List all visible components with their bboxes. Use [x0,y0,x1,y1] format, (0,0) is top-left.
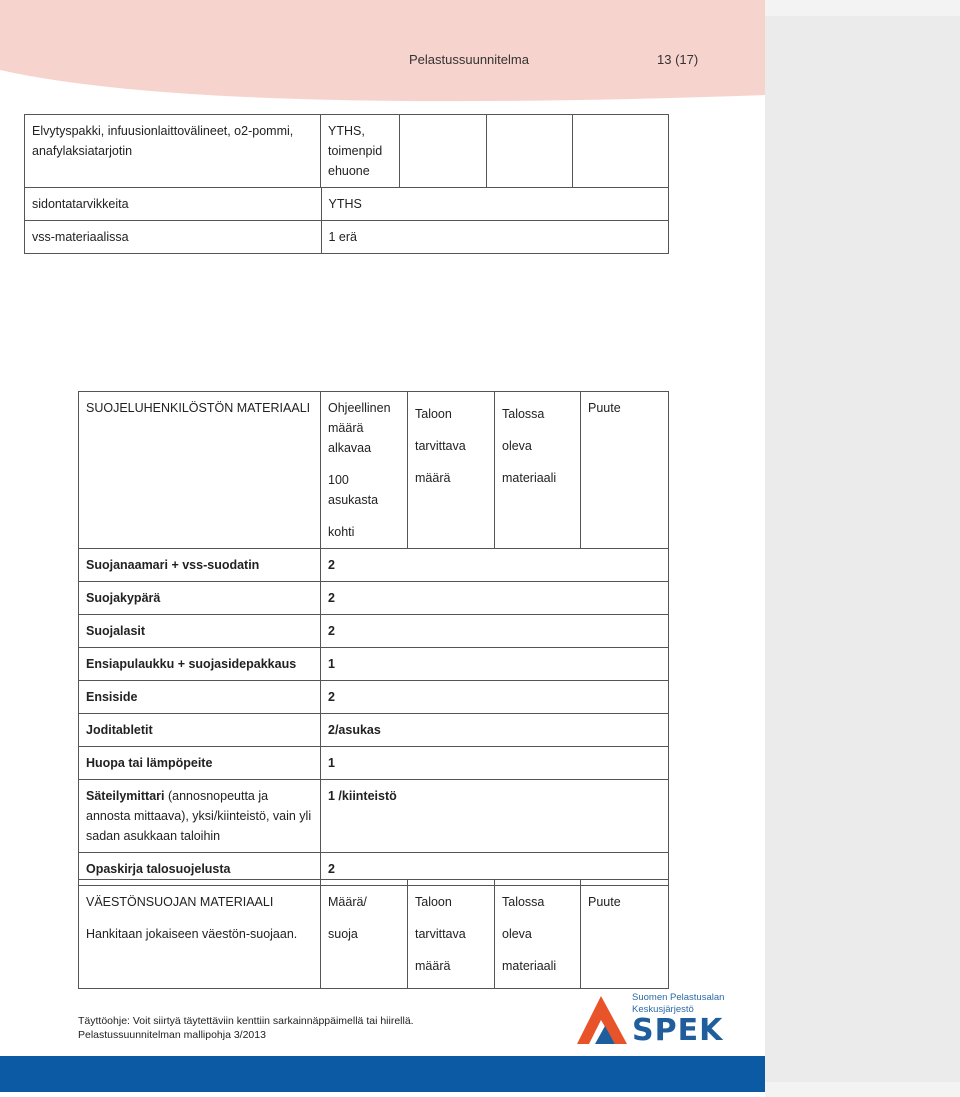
column-header-required: Ohjeellinen määrä alkavaa 100 asukasta kohti [321,392,408,549]
qty-cell: 2 [321,549,669,582]
qty-cell: 1 [321,747,669,780]
table-row [25,115,669,188]
item-cell: Säteilymittari (annosnopeutta ja annosta mittaava), yksi/kiinteistö, vain yli sadan asukkaan taloihin [79,780,321,853]
qty-cell: 1 /kiinteistö [321,780,669,853]
item-cell: vss-materiaalissa 1 erä [25,221,669,254]
table-row [79,648,669,681]
item-cell: Joditabletit [79,714,321,747]
table-row [79,681,669,714]
input-cell[interactable] [573,115,669,188]
header-decoration [0,0,765,115]
item-cell: sidontatarvikkeita YTHS [25,188,669,221]
fill-instructions: Täyttöohje: Voit siirtyä täytettäviin kenttiin sarkainnäppäimellä tai hiirellä. [78,1015,414,1027]
table-row [79,747,669,780]
column-header-required: Määrä/ suoja [321,880,408,989]
shelter-material-table [78,879,669,989]
column-header-needed: Taloon tarvittava määrä [408,392,495,549]
footer-bar [0,1056,765,1092]
protection-staff-material-table [78,391,669,886]
page-number: 13 (17) [657,52,699,67]
input-cell[interactable] [400,115,487,188]
qty-cell: 2/asukas [321,714,669,747]
column-header-missing: Puute [581,392,669,549]
first-aid-table [24,114,669,254]
qty-cell: 2 [321,582,669,615]
column-header-material: VÄESTÖNSUOJAN MATERIAALI Hankitaan jokaiseen väestön-suojaan. [79,880,321,989]
table-row [79,714,669,747]
template-version: Pelastussuunnitelman mallipohja 3/2013 [78,1029,266,1041]
side-panel [765,16,960,1082]
item-cell: Opaskirja talosuojelusta [79,853,321,886]
table-row [79,582,669,615]
place-cell: YTHS, toimenpid ehuone [321,115,400,188]
column-header-missing: Puute [581,880,669,989]
column-header-existing: Talossa oleva materiaali [495,880,581,989]
logo-wordmark: SPEK [632,1013,724,1048]
table-header-row [79,392,669,549]
qty-cell: 2 [321,853,669,886]
table-row [25,221,669,254]
qty-cell: 2 [321,681,669,714]
input-cell[interactable] [487,115,573,188]
table-row [25,188,669,221]
item-cell: Suojalasit [79,615,321,648]
table-row [79,549,669,582]
qty-cell: 2 [321,615,669,648]
table-header-row [79,880,669,989]
item-cell: Ensiapulaukku + suojasidepakkaus [79,648,321,681]
item-cell: Suojakypärä [79,582,321,615]
column-header-needed: Taloon tarvittava määrä [408,880,495,989]
table-row [79,615,669,648]
item-cell: Elvytyspakki, infuusionlaittovälineet, o2-pommi, anafylaksiatarjotin [25,115,321,188]
column-header-existing: Talossa oleva materiaali [495,392,581,549]
logo-tagline: Suomen Pelastusalan Keskusjärjestö [632,992,725,1015]
qty-cell: 1 [321,648,669,681]
table-row [79,780,669,853]
item-cell: Huopa tai lämpöpeite [79,747,321,780]
column-header-material: SUOJELUHENKILÖSTÖN MATERIAALI [79,392,321,549]
item-cell: Suojanaamari + vss-suodatin [79,549,321,582]
document-title: Pelastussuunnitelma [409,52,529,67]
item-cell: Ensiside [79,681,321,714]
footer-note [78,1014,414,1042]
